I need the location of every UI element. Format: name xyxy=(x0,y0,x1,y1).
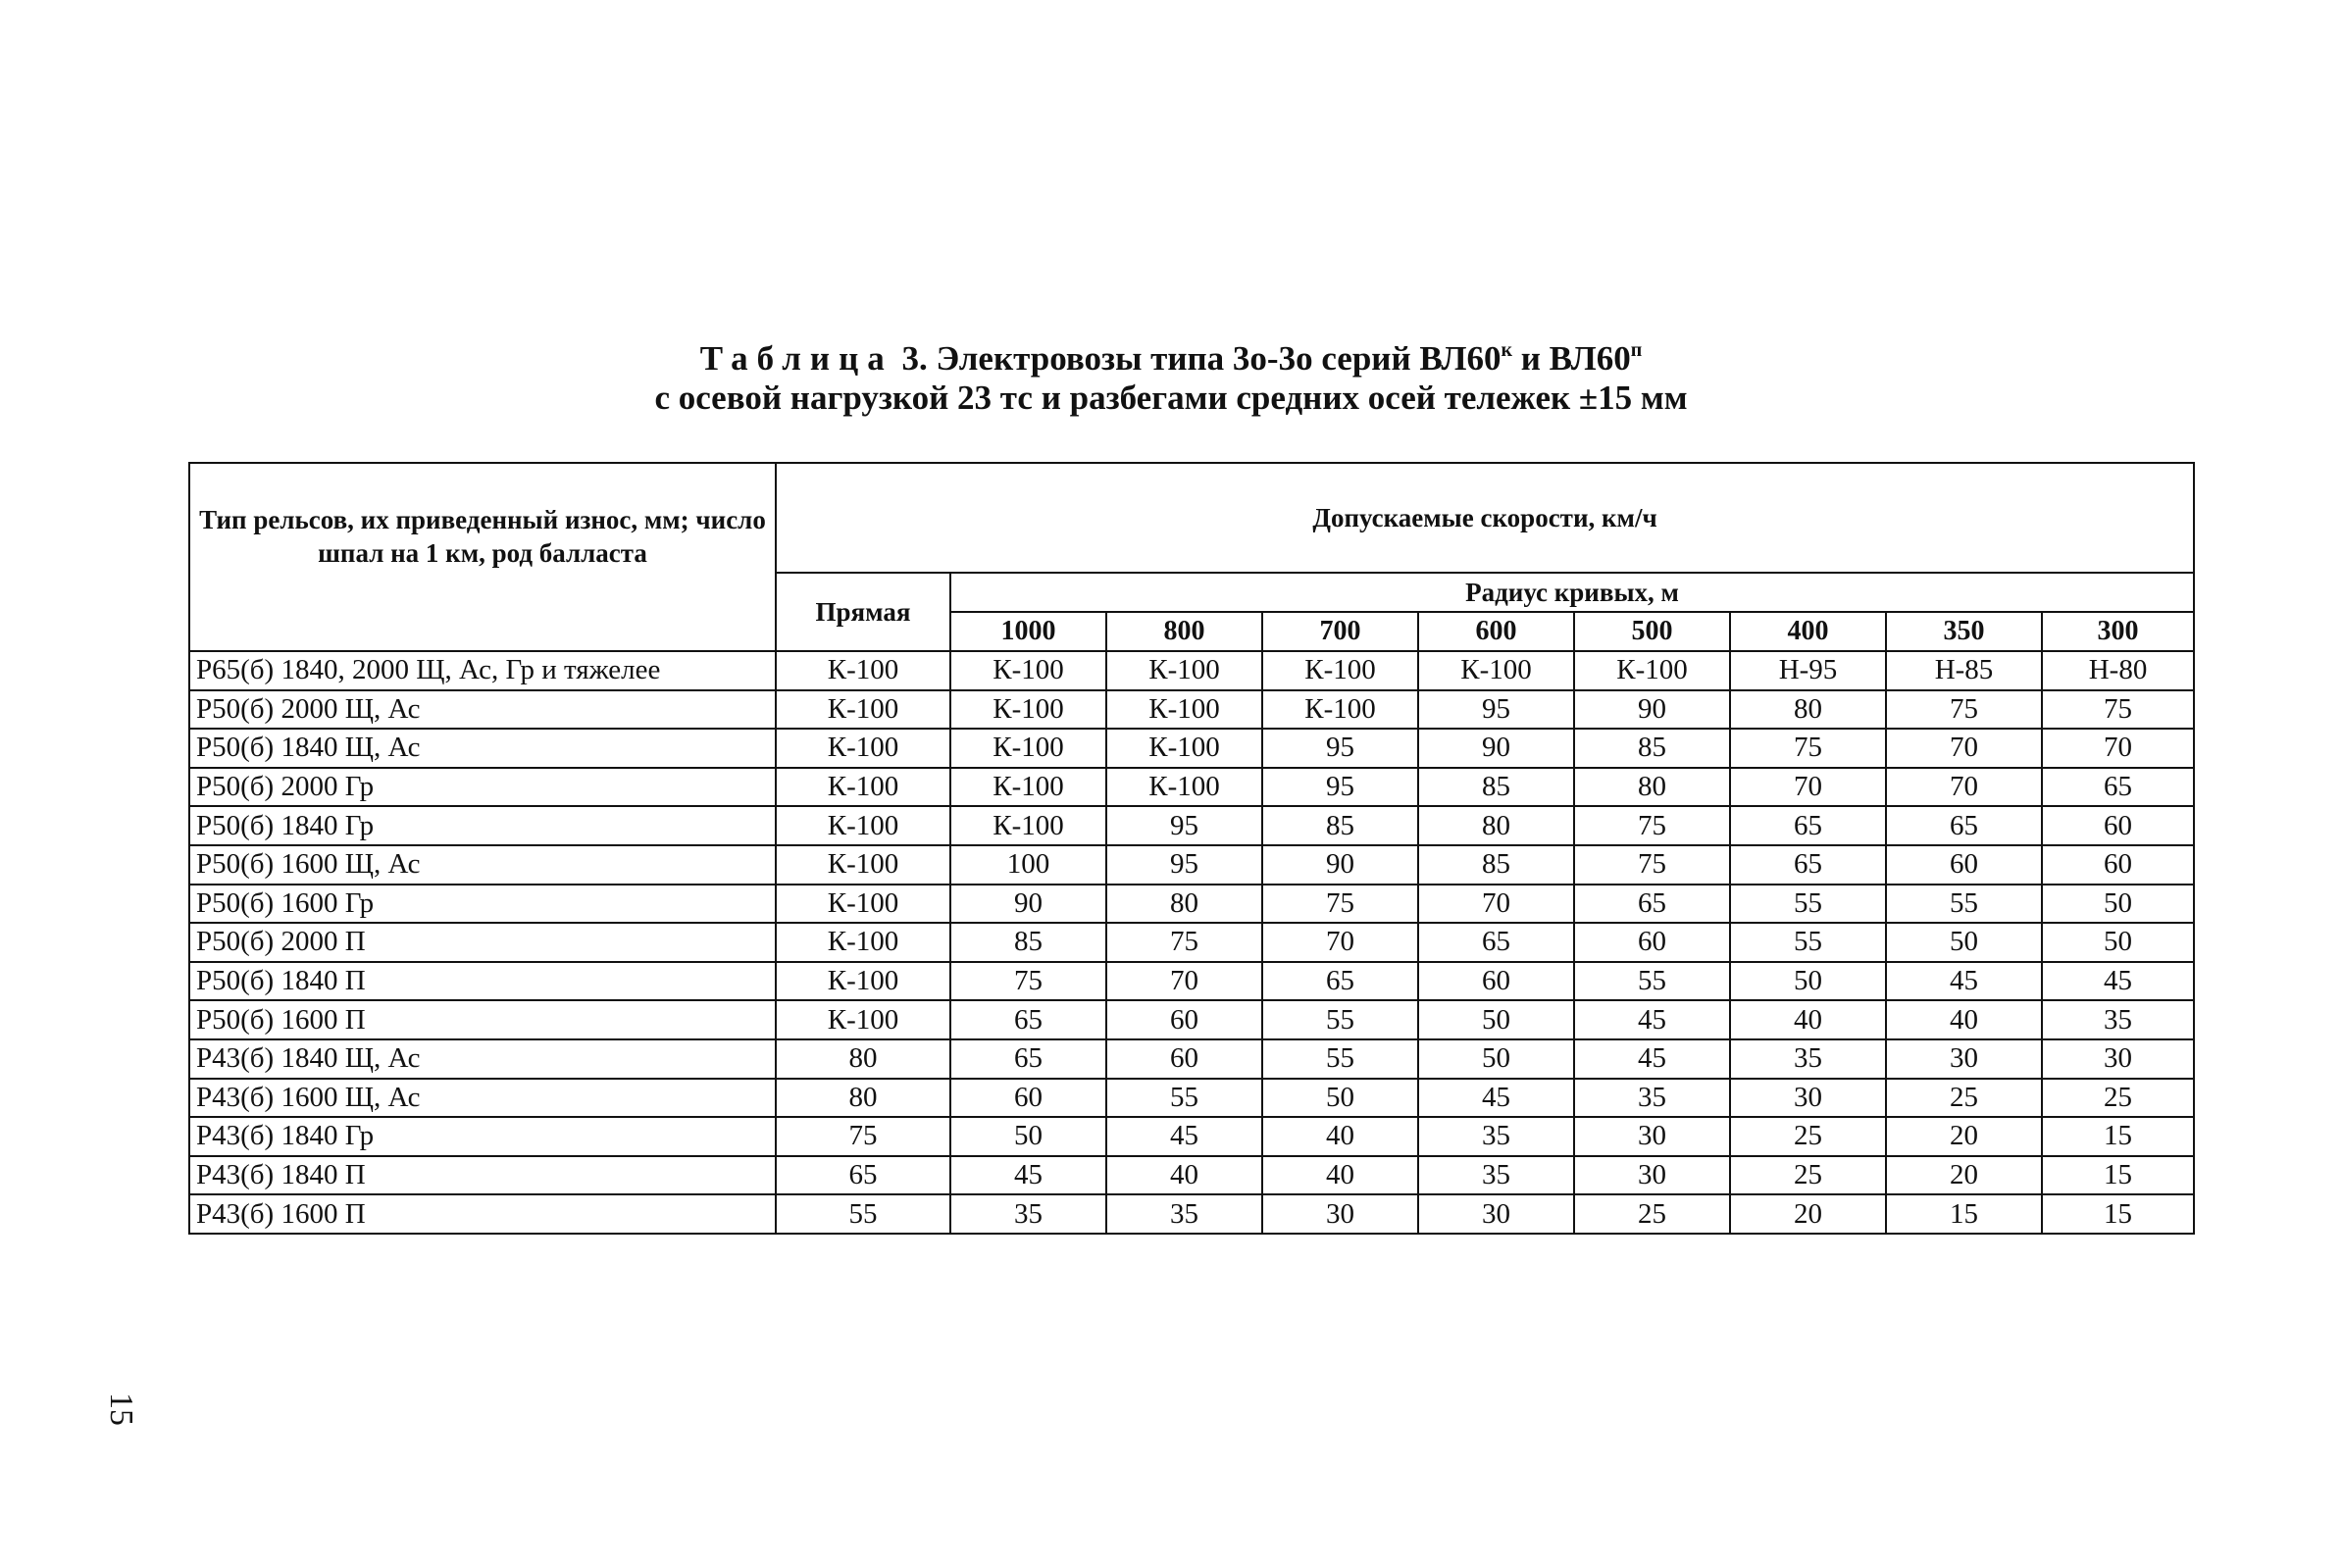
speed-table xyxy=(188,462,2195,1235)
speed-radius-350-cell: 40 xyxy=(1886,1000,2042,1039)
title-line-2: с осевой нагрузкой 23 тс и разбегами средних осей тележек ±15 мм xyxy=(654,379,1688,417)
speed-radius-600-cell: 70 xyxy=(1418,885,1574,924)
speed-radius-1000-cell: 35 xyxy=(950,1194,1106,1234)
speed-radius-600-cell: 50 xyxy=(1418,1039,1574,1079)
title-main: 3. Электровозы типа 3о-3о серий ВЛ60 xyxy=(901,339,1502,378)
speed-radius-400-cell: 35 xyxy=(1730,1039,1886,1079)
speed-radius-600-cell: 35 xyxy=(1418,1117,1574,1156)
speed-radius-600-cell: 50 xyxy=(1418,1000,1574,1039)
speed-straight-cell: К-100 xyxy=(776,729,950,768)
speed-radius-300-cell: 35 xyxy=(2042,1000,2194,1039)
speed-radius-350-cell: Н-85 xyxy=(1886,651,2042,690)
speed-radius-700-cell: К-100 xyxy=(1262,651,1418,690)
table-row xyxy=(189,1156,2194,1195)
speed-straight-cell: К-100 xyxy=(776,768,950,807)
speed-radius-1000-cell: 65 xyxy=(950,1039,1106,1079)
table-row xyxy=(189,1000,2194,1039)
rail-type-cell: Р50(б) 1840 П xyxy=(189,962,776,1001)
title-sup-1: к xyxy=(1501,339,1512,361)
speed-radius-500-cell: 25 xyxy=(1574,1194,1730,1234)
speed-radius-400-cell: 75 xyxy=(1730,729,1886,768)
speed-radius-350-cell: 60 xyxy=(1886,845,2042,885)
speed-radius-700-cell: 75 xyxy=(1262,885,1418,924)
speed-radius-500-cell: 35 xyxy=(1574,1079,1730,1118)
speed-straight-cell: К-100 xyxy=(776,651,950,690)
speed-radius-500-cell: 90 xyxy=(1574,690,1730,730)
speed-radius-1000-cell: К-100 xyxy=(950,806,1106,845)
speed-radius-800-cell: К-100 xyxy=(1106,768,1262,807)
speed-radius-350-cell: 50 xyxy=(1886,923,2042,962)
speed-radius-600-cell: 45 xyxy=(1418,1079,1574,1118)
speed-radius-800-cell: 95 xyxy=(1106,806,1262,845)
speed-radius-1000-cell: К-100 xyxy=(950,768,1106,807)
speed-straight-cell: 80 xyxy=(776,1039,950,1079)
speed-radius-800-cell: К-100 xyxy=(1106,651,1262,690)
speed-radius-400-cell: 55 xyxy=(1730,885,1886,924)
speed-straight-cell: К-100 xyxy=(776,885,950,924)
speed-radius-800-cell: 35 xyxy=(1106,1194,1262,1234)
header-radius-400: 400 xyxy=(1730,612,1886,651)
rail-type-cell: Р43(б) 1840 Гр xyxy=(189,1117,776,1156)
speed-radius-400-cell: 80 xyxy=(1730,690,1886,730)
speed-radius-300-cell: 15 xyxy=(2042,1117,2194,1156)
speed-radius-400-cell: 25 xyxy=(1730,1156,1886,1195)
table-row xyxy=(189,1117,2194,1156)
speed-radius-700-cell: 65 xyxy=(1262,962,1418,1001)
speed-radius-300-cell: 50 xyxy=(2042,923,2194,962)
speed-radius-1000-cell: К-100 xyxy=(950,651,1106,690)
speed-radius-700-cell: 40 xyxy=(1262,1156,1418,1195)
table-row xyxy=(189,729,2194,768)
speed-radius-800-cell: К-100 xyxy=(1106,690,1262,730)
speed-radius-500-cell: 30 xyxy=(1574,1117,1730,1156)
speed-radius-1000-cell: 45 xyxy=(950,1156,1106,1195)
speed-radius-600-cell: 80 xyxy=(1418,806,1574,845)
header-rail-type: Тип рельсов, их приведенный износ, мм; число шпал на 1 км, род балласта xyxy=(189,463,776,651)
header-radius-700: 700 xyxy=(1262,612,1418,651)
table-row xyxy=(189,845,2194,885)
speed-radius-1000-cell: К-100 xyxy=(950,729,1106,768)
speed-radius-600-cell: 65 xyxy=(1418,923,1574,962)
rail-type-cell: Р50(б) 1840 Гр xyxy=(189,806,776,845)
speed-radius-500-cell: 65 xyxy=(1574,885,1730,924)
speed-radius-600-cell: 85 xyxy=(1418,845,1574,885)
speed-radius-350-cell: 15 xyxy=(1886,1194,2042,1234)
header-radius-300: 300 xyxy=(2042,612,2194,651)
speed-radius-300-cell: 70 xyxy=(2042,729,2194,768)
speed-radius-600-cell: 30 xyxy=(1418,1194,1574,1234)
speed-radius-700-cell: 50 xyxy=(1262,1079,1418,1118)
speed-radius-700-cell: 90 xyxy=(1262,845,1418,885)
table-title xyxy=(0,339,2342,418)
speed-radius-400-cell: 20 xyxy=(1730,1194,1886,1234)
speed-radius-500-cell: 85 xyxy=(1574,729,1730,768)
page-number: 15 xyxy=(103,1392,139,1426)
speed-radius-600-cell: 95 xyxy=(1418,690,1574,730)
speed-straight-cell: К-100 xyxy=(776,845,950,885)
rail-type-cell: Р50(б) 2000 П xyxy=(189,923,776,962)
header-radius-800: 800 xyxy=(1106,612,1262,651)
table-row xyxy=(189,1079,2194,1118)
speed-radius-350-cell: 20 xyxy=(1886,1117,2042,1156)
rail-type-cell: Р43(б) 1600 П xyxy=(189,1194,776,1234)
header-radius-1000: 1000 xyxy=(950,612,1106,651)
rail-type-cell: Р50(б) 1600 Гр xyxy=(189,885,776,924)
table-row xyxy=(189,1194,2194,1234)
speed-radius-350-cell: 75 xyxy=(1886,690,2042,730)
speed-radius-1000-cell: 90 xyxy=(950,885,1106,924)
speed-radius-600-cell: 85 xyxy=(1418,768,1574,807)
header-straight: Прямая xyxy=(776,573,950,651)
speed-radius-500-cell: 80 xyxy=(1574,768,1730,807)
speed-radius-1000-cell: 75 xyxy=(950,962,1106,1001)
speed-radius-700-cell: 30 xyxy=(1262,1194,1418,1234)
speed-radius-1000-cell: 65 xyxy=(950,1000,1106,1039)
speed-radius-500-cell: К-100 xyxy=(1574,651,1730,690)
table-row xyxy=(189,651,2194,690)
speed-radius-1000-cell: 60 xyxy=(950,1079,1106,1118)
speed-radius-350-cell: 30 xyxy=(1886,1039,2042,1079)
speed-radius-500-cell: 75 xyxy=(1574,845,1730,885)
rail-type-cell: Р65(б) 1840, 2000 Щ, Ас, Гр и тяжелее xyxy=(189,651,776,690)
table-row xyxy=(189,923,2194,962)
speed-straight-cell: К-100 xyxy=(776,806,950,845)
speed-radius-800-cell: 45 xyxy=(1106,1117,1262,1156)
speed-radius-300-cell: 15 xyxy=(2042,1194,2194,1234)
speed-radius-300-cell: 60 xyxy=(2042,806,2194,845)
speed-radius-700-cell: 55 xyxy=(1262,1000,1418,1039)
header-permitted-speeds: Допускаемые скорости, км/ч xyxy=(776,463,2194,573)
speed-radius-400-cell: 65 xyxy=(1730,845,1886,885)
speed-radius-400-cell: 70 xyxy=(1730,768,1886,807)
speed-radius-700-cell: 55 xyxy=(1262,1039,1418,1079)
speed-radius-1000-cell: 50 xyxy=(950,1117,1106,1156)
speed-straight-cell: 80 xyxy=(776,1079,950,1118)
speed-radius-300-cell: 15 xyxy=(2042,1156,2194,1195)
speed-radius-700-cell: 95 xyxy=(1262,768,1418,807)
speed-radius-700-cell: 40 xyxy=(1262,1117,1418,1156)
speed-radius-300-cell: Н-80 xyxy=(2042,651,2194,690)
speed-radius-300-cell: 60 xyxy=(2042,845,2194,885)
speed-radius-500-cell: 55 xyxy=(1574,962,1730,1001)
title-mid: и ВЛ60 xyxy=(1512,339,1631,378)
speed-radius-600-cell: 35 xyxy=(1418,1156,1574,1195)
speed-radius-350-cell: 65 xyxy=(1886,806,2042,845)
speed-straight-cell: 65 xyxy=(776,1156,950,1195)
speed-radius-700-cell: 85 xyxy=(1262,806,1418,845)
table-row xyxy=(189,690,2194,730)
rail-type-cell: Р50(б) 1600 Щ, Ас xyxy=(189,845,776,885)
speed-radius-350-cell: 55 xyxy=(1886,885,2042,924)
speed-radius-800-cell: 55 xyxy=(1106,1079,1262,1118)
speed-radius-500-cell: 30 xyxy=(1574,1156,1730,1195)
title-line-1 xyxy=(0,339,2342,379)
speed-radius-700-cell: 95 xyxy=(1262,729,1418,768)
speed-radius-300-cell: 50 xyxy=(2042,885,2194,924)
speed-radius-400-cell: 55 xyxy=(1730,923,1886,962)
rail-type-cell: Р43(б) 1600 Щ, Ас xyxy=(189,1079,776,1118)
speed-radius-600-cell: 60 xyxy=(1418,962,1574,1001)
speed-radius-300-cell: 75 xyxy=(2042,690,2194,730)
rail-type-cell: Р50(б) 1840 Щ, Ас xyxy=(189,729,776,768)
rail-type-cell: Р50(б) 2000 Гр xyxy=(189,768,776,807)
speed-radius-400-cell: 65 xyxy=(1730,806,1886,845)
speed-straight-cell: К-100 xyxy=(776,690,950,730)
speed-radius-300-cell: 30 xyxy=(2042,1039,2194,1079)
speed-radius-800-cell: 60 xyxy=(1106,1039,1262,1079)
speed-radius-1000-cell: 100 xyxy=(950,845,1106,885)
header-radius-600: 600 xyxy=(1418,612,1574,651)
speed-radius-800-cell: 70 xyxy=(1106,962,1262,1001)
table-row xyxy=(189,962,2194,1001)
rail-type-cell: Р50(б) 1600 П xyxy=(189,1000,776,1039)
speed-radius-400-cell: Н-95 xyxy=(1730,651,1886,690)
rail-type-cell: Р43(б) 1840 П xyxy=(189,1156,776,1195)
speed-radius-600-cell: К-100 xyxy=(1418,651,1574,690)
speed-radius-1000-cell: 85 xyxy=(950,923,1106,962)
speed-radius-300-cell: 45 xyxy=(2042,962,2194,1001)
speed-straight-cell: К-100 xyxy=(776,1000,950,1039)
speed-radius-400-cell: 25 xyxy=(1730,1117,1886,1156)
speed-radius-500-cell: 60 xyxy=(1574,923,1730,962)
header-radius-500: 500 xyxy=(1574,612,1730,651)
speed-straight-cell: 55 xyxy=(776,1194,950,1234)
speed-radius-400-cell: 30 xyxy=(1730,1079,1886,1118)
rail-type-cell: Р43(б) 1840 Щ, Ас xyxy=(189,1039,776,1079)
speed-radius-500-cell: 75 xyxy=(1574,806,1730,845)
table-row xyxy=(189,885,2194,924)
table-row xyxy=(189,806,2194,845)
speed-radius-300-cell: 25 xyxy=(2042,1079,2194,1118)
speed-radius-700-cell: 70 xyxy=(1262,923,1418,962)
speed-radius-1000-cell: К-100 xyxy=(950,690,1106,730)
speed-radius-800-cell: 60 xyxy=(1106,1000,1262,1039)
speed-radius-500-cell: 45 xyxy=(1574,1039,1730,1079)
speed-radius-800-cell: 75 xyxy=(1106,923,1262,962)
speed-straight-cell: К-100 xyxy=(776,923,950,962)
title-label: Таблица xyxy=(699,339,893,378)
speed-radius-800-cell: 80 xyxy=(1106,885,1262,924)
speed-radius-350-cell: 20 xyxy=(1886,1156,2042,1195)
title-sup-2: п xyxy=(1630,339,1643,361)
rail-type-cell: Р50(б) 2000 Щ, Ас xyxy=(189,690,776,730)
speed-straight-cell: 75 xyxy=(776,1117,950,1156)
speed-radius-800-cell: 95 xyxy=(1106,845,1262,885)
speed-radius-350-cell: 70 xyxy=(1886,768,2042,807)
speed-radius-600-cell: 90 xyxy=(1418,729,1574,768)
speed-radius-350-cell: 70 xyxy=(1886,729,2042,768)
speed-radius-400-cell: 40 xyxy=(1730,1000,1886,1039)
table-row xyxy=(189,1039,2194,1079)
header-curve-radius: Радиус кривых, м xyxy=(950,573,2194,612)
header-radius-350: 350 xyxy=(1886,612,2042,651)
table-row xyxy=(189,768,2194,807)
speed-radius-800-cell: К-100 xyxy=(1106,729,1262,768)
speed-radius-350-cell: 45 xyxy=(1886,962,2042,1001)
speed-radius-800-cell: 40 xyxy=(1106,1156,1262,1195)
speed-radius-300-cell: 65 xyxy=(2042,768,2194,807)
speed-radius-700-cell: К-100 xyxy=(1262,690,1418,730)
speed-straight-cell: К-100 xyxy=(776,962,950,1001)
speed-radius-500-cell: 45 xyxy=(1574,1000,1730,1039)
speed-radius-350-cell: 25 xyxy=(1886,1079,2042,1118)
speed-radius-400-cell: 50 xyxy=(1730,962,1886,1001)
